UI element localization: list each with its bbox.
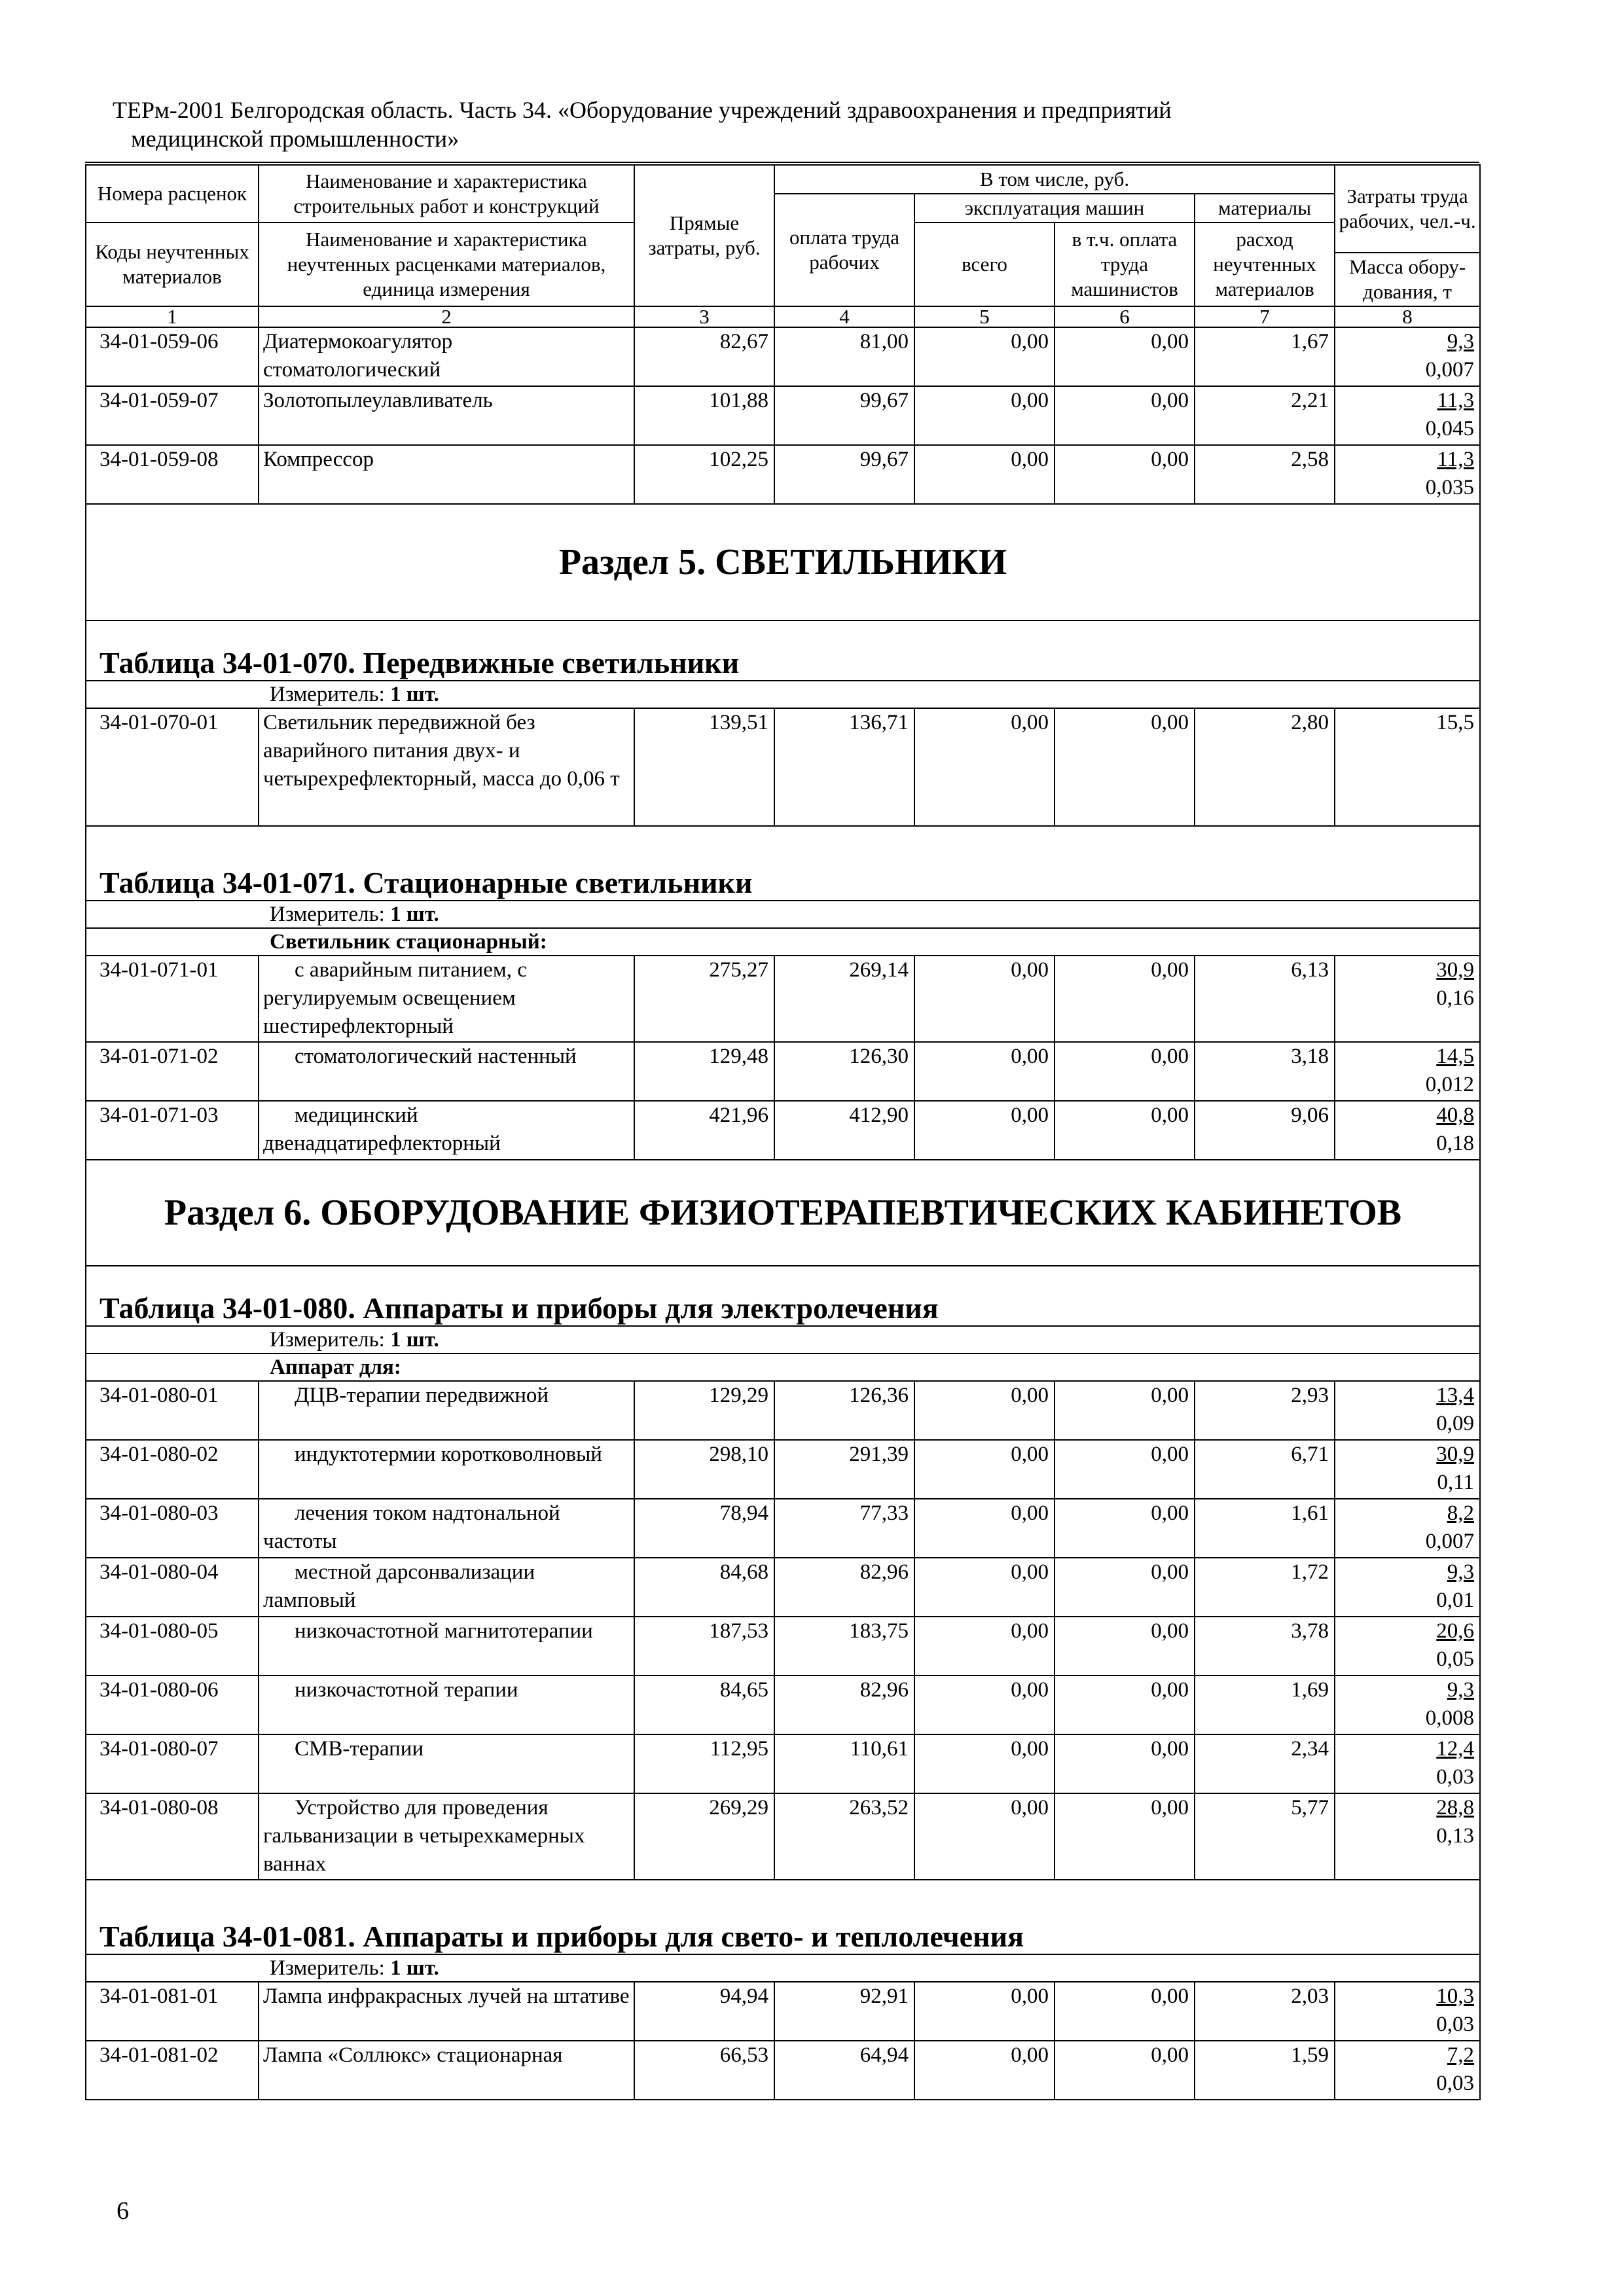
rate-name-text: лечения током надтональной частоты: [263, 1501, 560, 1553]
direct-costs: 84,68: [634, 1558, 774, 1617]
machinist-pay: 0,00: [1055, 386, 1195, 445]
labor-hours: 11,3: [1437, 448, 1475, 471]
material-consumption: 6,71: [1195, 1440, 1335, 1499]
labor-hours-and-mass: [1335, 1499, 1480, 1558]
rate-name-text: с аварийным питанием, с регулируемым освещением шестирефлекторный: [263, 958, 527, 1038]
equipment-mass: 0,05: [1436, 1647, 1475, 1671]
material-consumption: 2,80: [1195, 708, 1335, 826]
measure-value: 1 шт.: [390, 683, 439, 706]
rate-code: 34-01-080-01: [86, 1381, 259, 1440]
rate-name: [259, 1042, 634, 1101]
direct-costs: 129,48: [634, 1042, 774, 1101]
table-row: [86, 1558, 1480, 1617]
machines-total: 0,00: [914, 1558, 1055, 1617]
rate-name-text: Лампа инфракрасных лучей на штативе: [263, 1984, 630, 2008]
table-title: Таблица 34-01-071. Стационарные светильники: [86, 826, 1480, 901]
labor-hours: 30,9: [1436, 1443, 1475, 1466]
header-material-name: Наименование и характеристика неучтенных расценками материалов, единица измерения: [259, 223, 634, 306]
machines-total: 0,00: [914, 445, 1055, 504]
rate-name-text: стоматологический настенный: [295, 1045, 577, 1068]
rate-code: 34-01-080-05: [86, 1617, 259, 1676]
table-row: [86, 327, 1480, 386]
machines-total: 0,00: [914, 327, 1055, 386]
rate-name: [259, 1734, 634, 1793]
direct-costs: 298,10: [634, 1440, 774, 1499]
rate-name-text: Лампа «Соллюкс» стационарная: [263, 2043, 563, 2067]
labor-hours: 9,3: [1447, 330, 1475, 353]
rate-name: [259, 1617, 634, 1676]
worker-pay: 81,00: [774, 327, 914, 386]
machines-total: 0,00: [914, 386, 1055, 445]
labor-hours-and-mass: [1335, 1734, 1480, 1793]
machines-total: 0,00: [914, 1982, 1055, 2041]
equipment-mass: 0,18: [1436, 1132, 1475, 1155]
machines-total: 0,00: [914, 1101, 1055, 1160]
machines-total: 0,00: [914, 708, 1055, 826]
machines-total: 0,00: [914, 1617, 1055, 1676]
labor-hours-and-mass: [1335, 956, 1480, 1042]
machines-total: 0,00: [914, 1676, 1055, 1734]
table-row: [86, 386, 1480, 445]
worker-pay: 64,94: [774, 2041, 914, 2100]
rate-name: [259, 445, 634, 504]
column-number: 6: [1055, 306, 1195, 327]
table-row: [86, 2041, 1480, 2100]
equipment-mass: 0,09: [1436, 1412, 1475, 1435]
rate-code: 34-01-080-07: [86, 1734, 259, 1793]
rate-code: 34-01-070-01: [86, 708, 259, 826]
worker-pay: 99,67: [774, 445, 914, 504]
measure: [86, 1326, 1480, 1354]
measure-row: [86, 1326, 1480, 1354]
rate-name: [259, 1381, 634, 1440]
table-title-row: [86, 620, 1480, 681]
section-title: Раздел 6. ОБОРУДОВАНИЕ ФИЗИОТЕРАПЕВТИЧЕСКИХ КАБИНЕТОВ: [86, 1160, 1480, 1266]
header-labor-hours: Затраты труда рабочих, чел.-ч.: [1335, 165, 1480, 253]
labor-hours: 30,9: [1436, 958, 1475, 982]
rate-name: [259, 1101, 634, 1160]
table-row: [86, 956, 1480, 1042]
rate-code: 34-01-071-02: [86, 1042, 259, 1101]
machinist-pay: 0,00: [1055, 956, 1195, 1042]
labor-hours-and-mass: [1335, 1982, 1480, 2041]
machinist-pay: 0,00: [1055, 445, 1195, 504]
labor-hours-and-mass: [1335, 1793, 1480, 1880]
column-number: 1: [86, 306, 259, 327]
rate-name-text: Светильник передвижной без аварийного питания двух- и четырехрефлекторный, масса до 0,06 т: [263, 711, 620, 791]
machines-total: 0,00: [914, 2041, 1055, 2100]
worker-pay: 110,61: [774, 1734, 914, 1793]
rate-name-text: низкочастотной магнитотерапии: [295, 1619, 593, 1643]
group-title-row: [86, 928, 1480, 956]
rates-table: [85, 164, 1481, 2100]
table-row: [86, 1381, 1480, 1440]
direct-costs: 82,67: [634, 327, 774, 386]
rate-name-text: Диатермокоагулятор стоматологический: [263, 330, 453, 382]
column-number-row: [86, 306, 1480, 327]
labor-hours-and-mass: [1335, 327, 1480, 386]
table-row: [86, 1101, 1480, 1160]
worker-pay: 412,90: [774, 1101, 914, 1160]
labor-hours-and-mass: [1335, 386, 1480, 445]
material-consumption: 1,72: [1195, 1558, 1335, 1617]
machinist-pay: 0,00: [1055, 1558, 1195, 1617]
rate-code: 34-01-080-03: [86, 1499, 259, 1558]
direct-costs: 269,29: [634, 1793, 774, 1880]
worker-pay: 126,36: [774, 1381, 914, 1440]
labor-hours: 14,5: [1436, 1045, 1475, 1068]
group-title: Аппарат для:: [86, 1354, 1480, 1381]
table-title: Таблица 34-01-081. Аппараты и приборы для свето- и теплолечения: [86, 1880, 1480, 1954]
direct-costs: 66,53: [634, 2041, 774, 2100]
machinist-pay: 0,00: [1055, 1982, 1195, 2041]
table-header: [86, 165, 1480, 327]
rate-code: 34-01-071-01: [86, 956, 259, 1042]
machinist-pay: 0,00: [1055, 1381, 1195, 1440]
rate-name-text: Золотопылеулавливатель: [263, 389, 493, 412]
rate-name: [259, 708, 634, 826]
rate-code: 34-01-080-06: [86, 1676, 259, 1734]
rate-code: 34-01-081-02: [86, 2041, 259, 2100]
worker-pay: 82,96: [774, 1558, 914, 1617]
section-title-row: [86, 504, 1480, 620]
labor-hours-and-mass: [1335, 708, 1480, 826]
material-consumption: 9,06: [1195, 1101, 1335, 1160]
machinist-pay: 0,00: [1055, 1734, 1195, 1793]
machines-total: 0,00: [914, 956, 1055, 1042]
material-consumption: 6,13: [1195, 956, 1335, 1042]
worker-pay: 291,39: [774, 1440, 914, 1499]
rate-code: 34-01-080-04: [86, 1558, 259, 1617]
direct-costs: 187,53: [634, 1617, 774, 1676]
material-consumption: 1,61: [1195, 1499, 1335, 1558]
rate-code: 34-01-071-03: [86, 1101, 259, 1160]
rate-name-text: низкочастотной терапии: [295, 1678, 518, 1702]
machines-total: 0,00: [914, 1499, 1055, 1558]
worker-pay: 82,96: [774, 1676, 914, 1734]
equipment-mass: 0,01: [1436, 1588, 1475, 1612]
table-body: [86, 327, 1480, 2100]
rate-name: [259, 1440, 634, 1499]
worker-pay: 183,75: [774, 1617, 914, 1676]
rate-name: [259, 327, 634, 386]
labor-hours-and-mass: [1335, 1558, 1480, 1617]
table-row: [86, 1676, 1480, 1734]
labor-hours: 20,6: [1436, 1619, 1475, 1643]
title-line-2: медицинской промышленности»: [131, 126, 460, 152]
rate-name-text: медицинский двенадцатирефлекторный: [263, 1103, 501, 1155]
column-number: 4: [774, 306, 914, 327]
rate-code: 34-01-059-08: [86, 445, 259, 504]
labor-hours: 8,2: [1447, 1501, 1475, 1525]
labor-hours-and-mass: [1335, 1440, 1480, 1499]
column-number: 8: [1335, 306, 1480, 327]
equipment-mass: 0,03: [1436, 2013, 1475, 2036]
table-row: [86, 1617, 1480, 1676]
worker-pay: 99,67: [774, 386, 914, 445]
table-title: Таблица 34-01-080. Аппараты и приборы для электролечения: [86, 1266, 1480, 1326]
machines-total: 0,00: [914, 1381, 1055, 1440]
table-row: [86, 445, 1480, 504]
equipment-mass: 0,045: [1425, 417, 1475, 440]
measure-value: 1 шт.: [390, 1328, 439, 1352]
section-title-row: [86, 1160, 1480, 1266]
worker-pay: 269,14: [774, 956, 914, 1042]
header-material-codes: Коды неучтенных материалов: [86, 223, 259, 306]
table-row: [86, 1982, 1480, 2041]
material-consumption: 1,67: [1195, 327, 1335, 386]
machinist-pay: 0,00: [1055, 1440, 1195, 1499]
machinist-pay: 0,00: [1055, 1499, 1195, 1558]
material-consumption: 2,34: [1195, 1734, 1335, 1793]
worker-pay: 77,33: [774, 1499, 914, 1558]
rate-name-text: Компрессор: [263, 448, 374, 471]
measure-value: 1 шт.: [390, 1956, 439, 1980]
labor-hours-and-mass: [1335, 1101, 1480, 1160]
direct-costs: 102,25: [634, 445, 774, 504]
header-worker-pay: оплата труда рабочих: [774, 194, 914, 306]
table-title: Таблица 34-01-070. Передвижные светильники: [86, 620, 1480, 681]
page-number: 6: [117, 2197, 129, 2225]
machines-total: 0,00: [914, 1440, 1055, 1499]
column-number: 7: [1195, 306, 1335, 327]
labor-hours: 40,8: [1436, 1103, 1475, 1127]
labor-hours: 10,3: [1436, 1984, 1475, 2008]
rate-name-text: Устройство для проведения гальванизации в четырехкамерных ваннах: [263, 1796, 585, 1876]
material-consumption: 3,78: [1195, 1617, 1335, 1676]
machines-total: 0,00: [914, 1793, 1055, 1880]
column-number: 2: [259, 306, 634, 327]
column-number: 3: [634, 306, 774, 327]
measure: [86, 1954, 1480, 1982]
direct-costs: 78,94: [634, 1499, 774, 1558]
title-rule: [85, 162, 1479, 163]
worker-pay: 126,30: [774, 1042, 914, 1101]
machines-total: 0,00: [914, 1734, 1055, 1793]
table-title-row: [86, 826, 1480, 901]
equipment-mass: 0,007: [1425, 1530, 1475, 1553]
labor-hours: 15,5: [1436, 711, 1475, 734]
machinist-pay: 0,00: [1055, 708, 1195, 826]
material-consumption: 1,69: [1195, 1676, 1335, 1734]
group-title-row: [86, 1354, 1480, 1381]
material-consumption: 2,93: [1195, 1381, 1335, 1440]
page-title: [113, 96, 1487, 153]
equipment-mass: 0,11: [1437, 1471, 1475, 1494]
header-including: В том числе, руб.: [774, 165, 1335, 194]
rate-name: [259, 2041, 634, 2100]
labor-hours-and-mass: [1335, 2041, 1480, 2100]
direct-costs: 101,88: [634, 386, 774, 445]
measure-label: Измеритель:: [270, 1328, 385, 1352]
rate-code: 34-01-081-01: [86, 1982, 259, 2041]
measure: [86, 681, 1480, 708]
labor-hours-and-mass: [1335, 1381, 1480, 1440]
equipment-mass: 0,03: [1436, 2072, 1475, 2095]
machinist-pay: 0,00: [1055, 327, 1195, 386]
material-consumption: 5,77: [1195, 1793, 1335, 1880]
worker-pay: 92,91: [774, 1982, 914, 2041]
labor-hours: 7,2: [1447, 2043, 1475, 2067]
material-consumption: 3,18: [1195, 1042, 1335, 1101]
rate-code: 34-01-059-06: [86, 327, 259, 386]
group-title: Светильник стационарный:: [86, 928, 1480, 956]
material-consumption: 1,59: [1195, 2041, 1335, 2100]
rate-name-text: ДЦВ-терапии передвижной: [295, 1384, 549, 1407]
measure-row: [86, 681, 1480, 708]
measure-label: Измеритель:: [270, 903, 385, 926]
rate-code: 34-01-059-07: [86, 386, 259, 445]
equipment-mass: 0,007: [1425, 358, 1475, 382]
table-title-row: [86, 1266, 1480, 1326]
rate-name: [259, 1558, 634, 1617]
worker-pay: 136,71: [774, 708, 914, 826]
labor-hours: 11,3: [1437, 389, 1475, 412]
equipment-mass: 0,012: [1425, 1073, 1475, 1096]
measure-row: [86, 901, 1480, 928]
table-row: [86, 1734, 1480, 1793]
direct-costs: 84,65: [634, 1676, 774, 1734]
table-row: [86, 1440, 1480, 1499]
machinist-pay: 0,00: [1055, 2041, 1195, 2100]
rate-name: [259, 1982, 634, 2041]
measure: [86, 901, 1480, 928]
measure-label: Измеритель:: [270, 1956, 385, 1980]
equipment-mass: 0,035: [1425, 476, 1475, 499]
equipment-mass: 0,16: [1436, 986, 1475, 1010]
material-consumption: 2,21: [1195, 386, 1335, 445]
rate-code: 34-01-080-08: [86, 1793, 259, 1880]
table-row: [86, 1499, 1480, 1558]
labor-hours: 9,3: [1447, 1560, 1475, 1584]
header-material-consumption: расход неучтенных материалов: [1195, 223, 1335, 306]
direct-costs: 112,95: [634, 1734, 774, 1793]
machines-total: 0,00: [914, 1042, 1055, 1101]
machinist-pay: 0,00: [1055, 1042, 1195, 1101]
direct-costs: 129,29: [634, 1381, 774, 1440]
measure-value: 1 шт.: [390, 903, 439, 926]
section-title: Раздел 5. СВЕТИЛЬНИКИ: [86, 504, 1480, 620]
title-line-1: ТЕРм-2001 Белгородская область. Часть 34. «Оборудование учреждений здравоохранения и предприятий: [113, 97, 1172, 123]
rate-name-text: индуктотермии коротковолновый: [295, 1443, 602, 1466]
rate-name-text: местной дарсонвализации ламповый: [263, 1560, 535, 1612]
rate-name: [259, 1793, 634, 1880]
header-materials: материалы: [1195, 194, 1335, 223]
labor-hours-and-mass: [1335, 1042, 1480, 1101]
labor-hours: 9,3: [1447, 1678, 1475, 1702]
labor-hours: 28,8: [1436, 1796, 1475, 1820]
equipment-mass: 0,03: [1436, 1765, 1475, 1789]
direct-costs: 94,94: [634, 1982, 774, 2041]
direct-costs: 139,51: [634, 708, 774, 826]
rate-code: 34-01-080-02: [86, 1440, 259, 1499]
rate-name-text: СМВ-терапии: [295, 1737, 424, 1761]
rate-name: [259, 1676, 634, 1734]
header-machinist-pay: в т.ч. оплата труда машинистов: [1055, 223, 1195, 306]
direct-costs: 275,27: [634, 956, 774, 1042]
machinist-pay: 0,00: [1055, 1793, 1195, 1880]
rate-name: [259, 1499, 634, 1558]
rate-name: [259, 956, 634, 1042]
header-rate-numbers: Номера расценок: [86, 165, 259, 223]
labor-hours: 13,4: [1436, 1384, 1475, 1407]
table-row: [86, 1042, 1480, 1101]
rate-name: [259, 386, 634, 445]
column-number: 5: [914, 306, 1055, 327]
header-machines: эксплуатация машин: [914, 194, 1195, 223]
machinist-pay: 0,00: [1055, 1617, 1195, 1676]
measure-row: [86, 1954, 1480, 1982]
material-consumption: 2,58: [1195, 445, 1335, 504]
labor-hours: 12,4: [1436, 1737, 1475, 1761]
labor-hours-and-mass: [1335, 445, 1480, 504]
direct-costs: 421,96: [634, 1101, 774, 1160]
table-row: [86, 1793, 1480, 1880]
equipment-mass: 0,008: [1425, 1706, 1475, 1730]
labor-hours-and-mass: [1335, 1676, 1480, 1734]
labor-hours-and-mass: [1335, 1617, 1480, 1676]
machinist-pay: 0,00: [1055, 1101, 1195, 1160]
header-direct-costs: Прямые затраты, руб.: [634, 165, 774, 306]
equipment-mass: 0,13: [1436, 1824, 1475, 1848]
header-work-name: Наименование и характеристика строительных работ и конструкций: [259, 165, 634, 223]
header-equipment-mass: Масса обору-дования, т: [1335, 253, 1480, 306]
header-machines-total: всего: [914, 223, 1055, 306]
worker-pay: 263,52: [774, 1793, 914, 1880]
material-consumption: 2,03: [1195, 1982, 1335, 2041]
machinist-pay: 0,00: [1055, 1676, 1195, 1734]
table-row: [86, 708, 1480, 826]
table-title-row: [86, 1880, 1480, 1954]
measure-label: Измеритель:: [270, 683, 385, 706]
